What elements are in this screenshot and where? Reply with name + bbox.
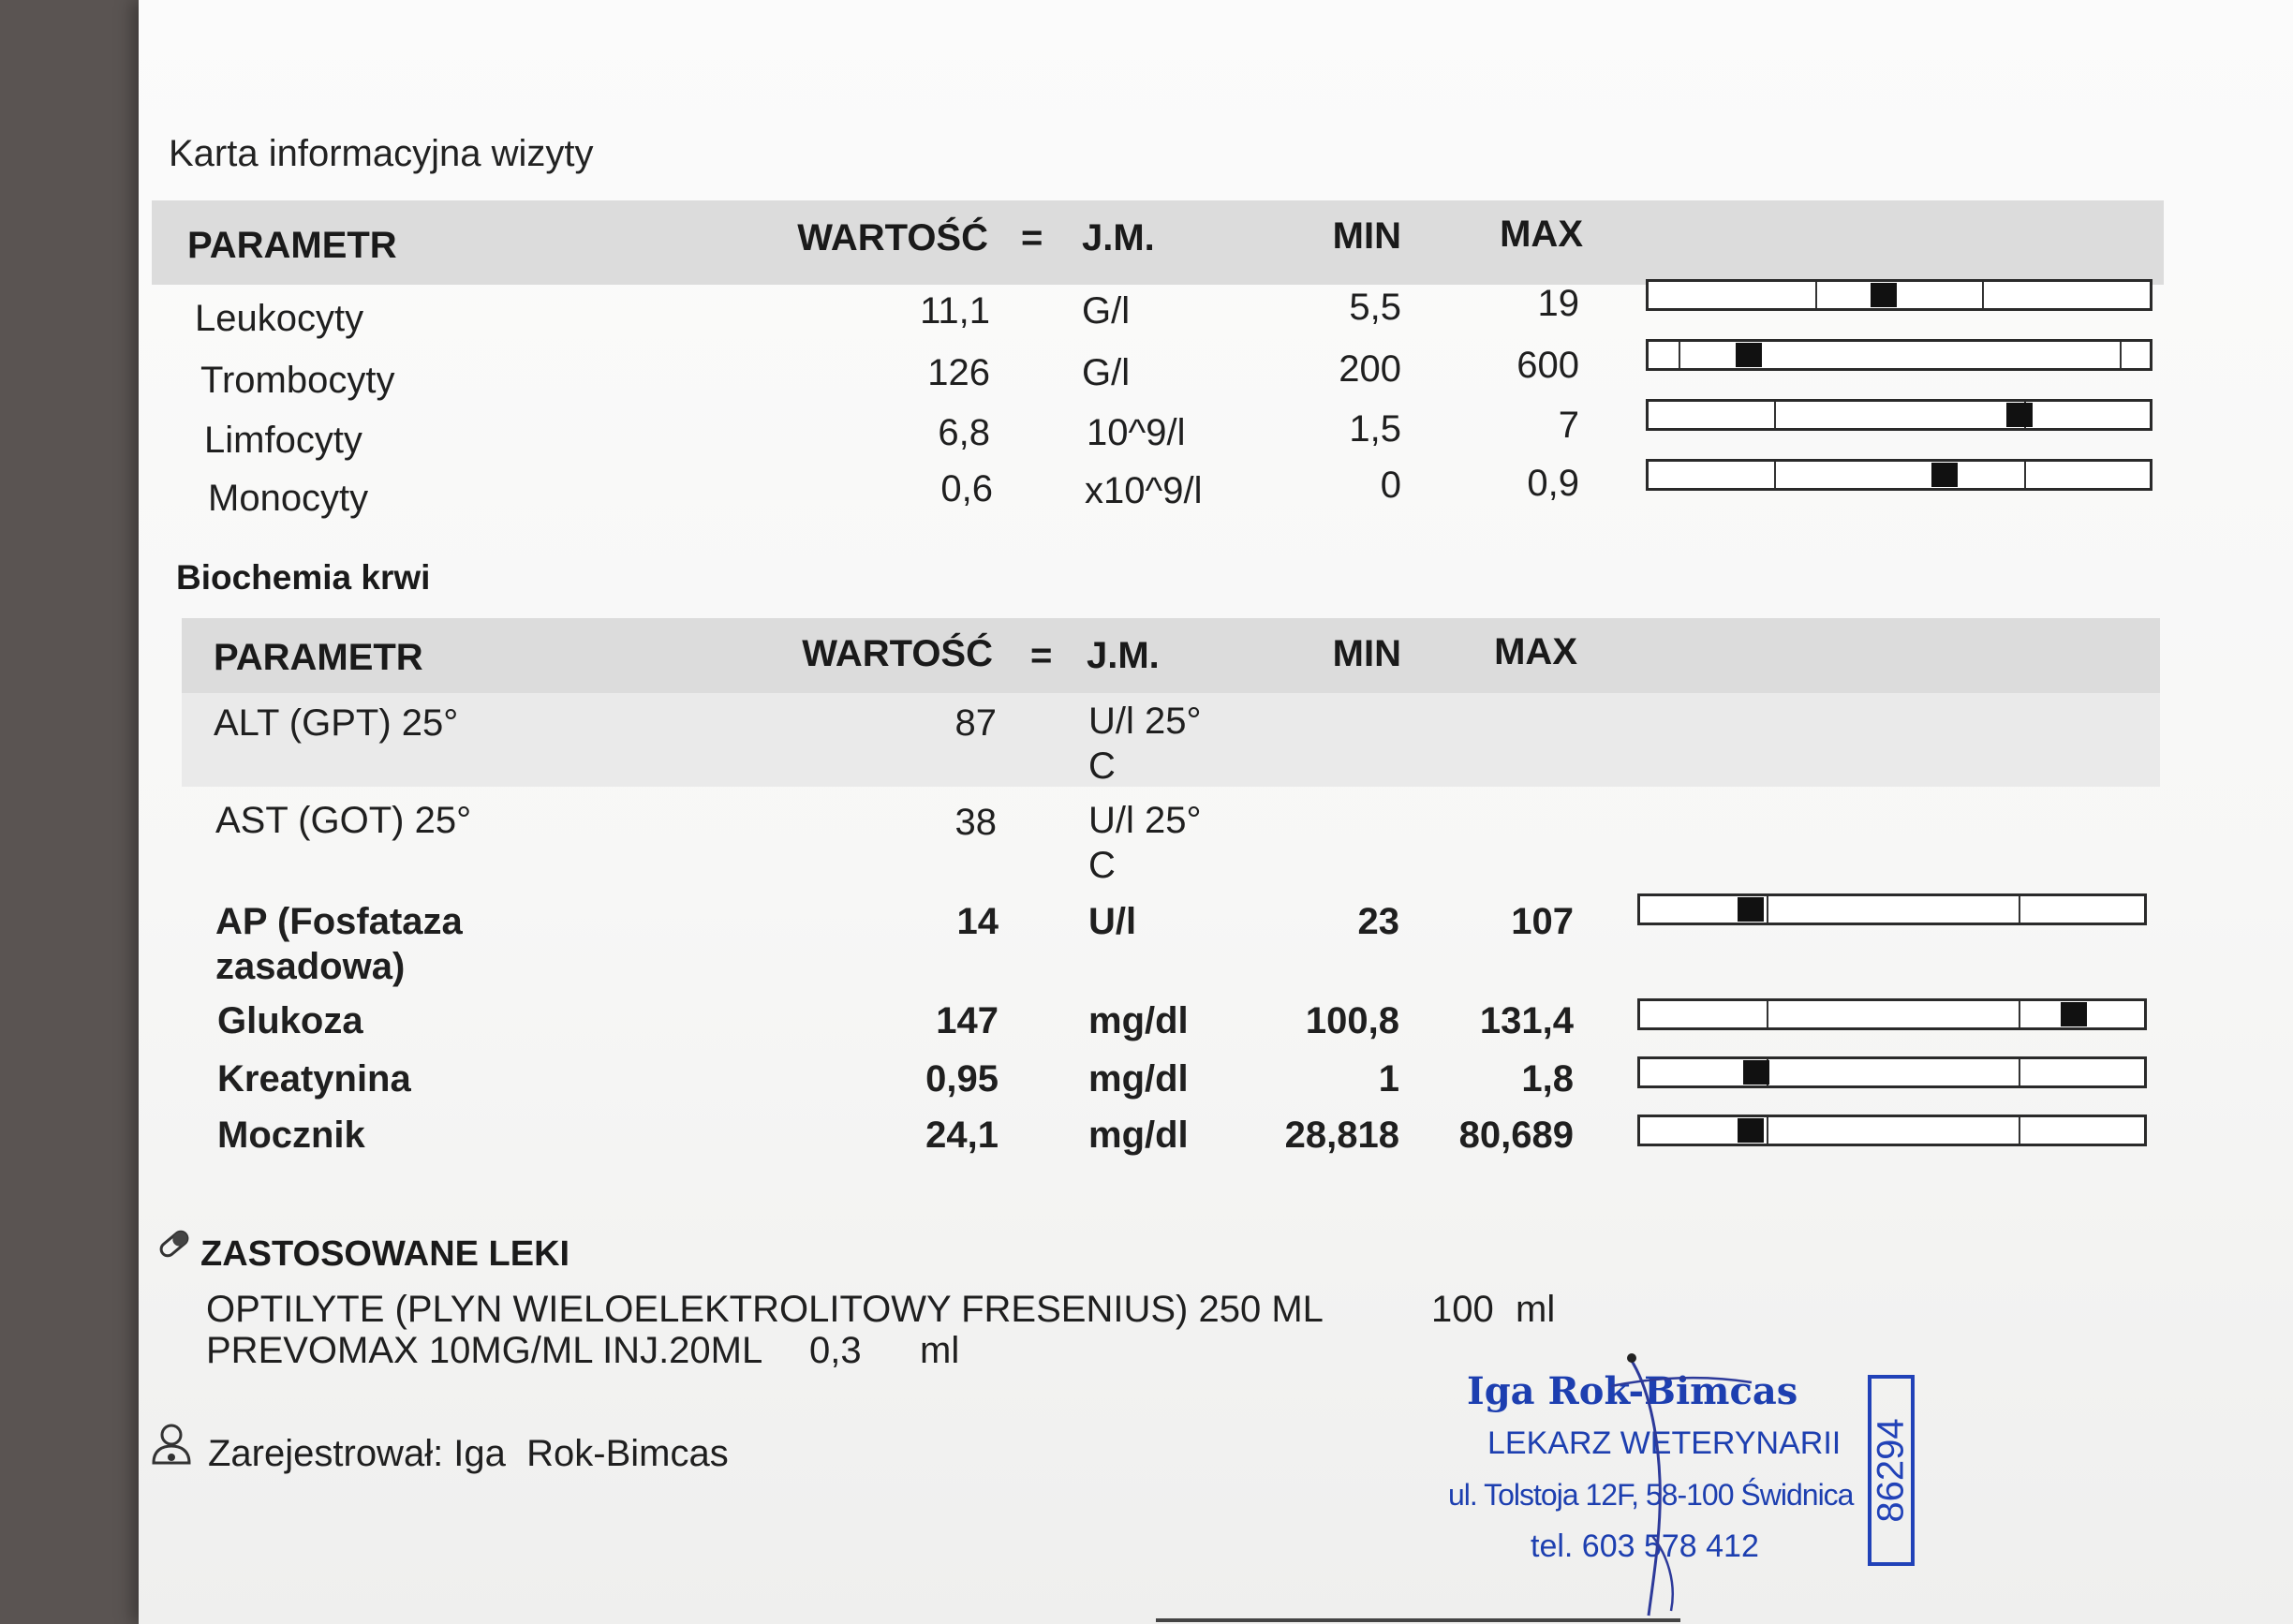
bottom-edge-line (1156, 1618, 1680, 1622)
biochem-row-min: 28,818 (1284, 1115, 1399, 1156)
range-bar (1637, 1115, 2147, 1146)
blood-row-unit: x10^9/l (1085, 470, 1203, 511)
blood-row-value: 11,1 (920, 290, 990, 332)
biochem-row-min: 1 (1378, 1058, 1399, 1100)
section-title: Biochemia krwi (176, 558, 431, 597)
biochem-row-max: 107 (1511, 901, 1574, 942)
range-marker (1738, 1118, 1764, 1143)
biochem-header-eq: = (1030, 635, 1053, 676)
biochem-row-value: 24,1 (925, 1115, 999, 1156)
drug-unit: ml (1516, 1289, 1556, 1330)
biochem-row-max: 1,8 (1521, 1058, 1574, 1100)
range-tick (2019, 896, 2020, 923)
biochem-row-min: 23 (1357, 901, 1399, 942)
blood-row-unit: G/l (1082, 290, 1131, 332)
blood-header-min: MIN (1332, 215, 1401, 257)
biochem-row-unit: U/l 25° (1088, 701, 1202, 742)
biochem-row-value: 38 (954, 802, 997, 843)
range-tick (1767, 1117, 1768, 1144)
user-icon (148, 1422, 195, 1467)
biochem-row-value: 147 (936, 1000, 999, 1041)
blood-row-max: 19 (1537, 283, 1579, 324)
biochem-row-value: 14 (956, 901, 999, 942)
stamp-name: Iga Rok-Bimcas (1467, 1369, 1798, 1413)
blood-header-unit: J.M. (1082, 217, 1155, 258)
blood-row-value: 6,8 (938, 412, 990, 453)
blood-row-name: Monocyty (208, 478, 369, 519)
biochem-row-name: Mocznik (217, 1115, 365, 1156)
blood-header-max: MAX (1500, 214, 1583, 255)
range-tick (2019, 1117, 2020, 1144)
blood-row-name: Leukocyty (195, 298, 364, 339)
biochem-row-name: AST (GOT) 25° (215, 800, 472, 841)
biochem-row-max: 80,689 (1458, 1115, 1574, 1156)
blood-row-min: 0 (1380, 465, 1401, 506)
blood-header-param: PARAMETR (187, 225, 397, 266)
drug-qty: 100 (1431, 1289, 1494, 1330)
range-tick (2019, 1059, 2020, 1085)
biochem-row-max: 131,4 (1479, 1000, 1574, 1041)
range-marker (1743, 1060, 1769, 1085)
range-marker (2006, 403, 2033, 427)
range-tick (1679, 342, 1680, 368)
range-bar (1637, 893, 2147, 925)
blood-row-unit: G/l (1082, 352, 1131, 393)
blood-row-max: 600 (1516, 345, 1579, 386)
blood-row-max: 0,9 (1527, 463, 1579, 504)
stamp-address: ul. Tolstoja 12F, 58-100 Świdnica (1448, 1478, 1854, 1512)
drug-qty: 0,3 (809, 1330, 862, 1371)
range-bar (1646, 339, 2152, 371)
blood-row-name: Trombocyty (200, 360, 395, 401)
range-bar (1646, 279, 2152, 311)
biochem-row-unit: U/l 25° (1088, 800, 1202, 841)
biochem-row-unit: mg/dl (1088, 1000, 1189, 1041)
blood-row-min: 200 (1339, 348, 1401, 390)
blood-header-eq: = (1021, 217, 1043, 258)
biochem-row-unit: U/l (1088, 901, 1137, 942)
biochem-row-min: 100,8 (1305, 1000, 1399, 1041)
drugs-title: ZASTOSOWANE LEKI (200, 1234, 570, 1274)
blood-row-unit: 10^9/l (1087, 412, 1186, 453)
range-tick (2019, 1001, 2020, 1027)
biochem-header-bar (182, 618, 2160, 693)
range-bar (1637, 1056, 2147, 1088)
range-marker (1871, 283, 1897, 307)
range-tick (1774, 462, 1776, 488)
stamp-number: 86294 (1870, 1418, 1912, 1523)
range-bar (1646, 459, 2152, 491)
blood-header-bar (152, 200, 2164, 285)
registered-by: Zarejestrował: Iga Rok-Bimcas (208, 1433, 729, 1474)
range-marker (1736, 343, 1762, 367)
range-tick (1815, 282, 1817, 308)
range-marker (1931, 463, 1958, 487)
drug-name: OPTILYTE (PLYN WIELOELEKTROLITOWY FRESENIUS) 250 ML (206, 1289, 1324, 1330)
stamp-phone: tel. 603 578 412 (1531, 1528, 1759, 1564)
biochem-header-value: WARTOŚĆ (802, 633, 993, 674)
drug-unit: ml (920, 1330, 960, 1371)
biochem-header-unit: J.M. (1087, 635, 1160, 676)
blood-row-max: 7 (1558, 405, 1579, 446)
biochem-row-unit-cont: C (1088, 845, 1116, 886)
range-tick (2120, 342, 2122, 368)
stamp-role: LEKARZ WETERYNARII (1487, 1425, 1842, 1461)
biochem-header-max: MAX (1494, 631, 1577, 672)
biochem-row-name: ALT (GPT) 25° (214, 702, 459, 744)
pill-icon (155, 1225, 193, 1262)
range-marker (1738, 897, 1764, 922)
blood-row-value: 0,6 (940, 468, 993, 509)
range-tick (1774, 402, 1776, 428)
blood-row-value: 126 (927, 352, 990, 393)
blood-row-min: 1,5 (1349, 408, 1401, 450)
biochem-row-name: Kreatynina (217, 1058, 411, 1100)
biochem-row-unit-cont: C (1088, 746, 1116, 787)
biochem-header-param: PARAMETR (214, 637, 423, 678)
biochem-row-unit: mg/dl (1088, 1058, 1189, 1100)
biochem-row-name: Glukoza (217, 1000, 363, 1041)
blood-row-name: Limfocyty (204, 420, 362, 461)
range-marker (2061, 1002, 2087, 1026)
range-tick (2024, 462, 2026, 488)
range-tick (1767, 896, 1768, 923)
biochem-row-name-cont: zasadowa) (215, 946, 406, 987)
stamp-number-box (1868, 1375, 1915, 1566)
range-bar (1637, 998, 2147, 1030)
biochem-header-min: MIN (1332, 633, 1401, 674)
document-title: Karta informacyjna wizyty (169, 133, 594, 174)
drug-name: PREVOMAX 10MG/ML INJ.20ML (206, 1330, 763, 1371)
biochem-row-unit: mg/dl (1088, 1115, 1189, 1156)
biochem-row-name: AP (Fosfataza (215, 901, 463, 942)
range-bar (1646, 399, 2152, 431)
range-tick (1982, 282, 1984, 308)
biochem-row-value: 0,95 (925, 1058, 999, 1100)
blood-row-min: 5,5 (1349, 287, 1401, 328)
biochem-row-value: 87 (954, 702, 997, 744)
blood-header-value: WARTOŚĆ (797, 217, 988, 258)
range-tick (1767, 1001, 1768, 1027)
signature (1592, 1349, 1761, 1620)
